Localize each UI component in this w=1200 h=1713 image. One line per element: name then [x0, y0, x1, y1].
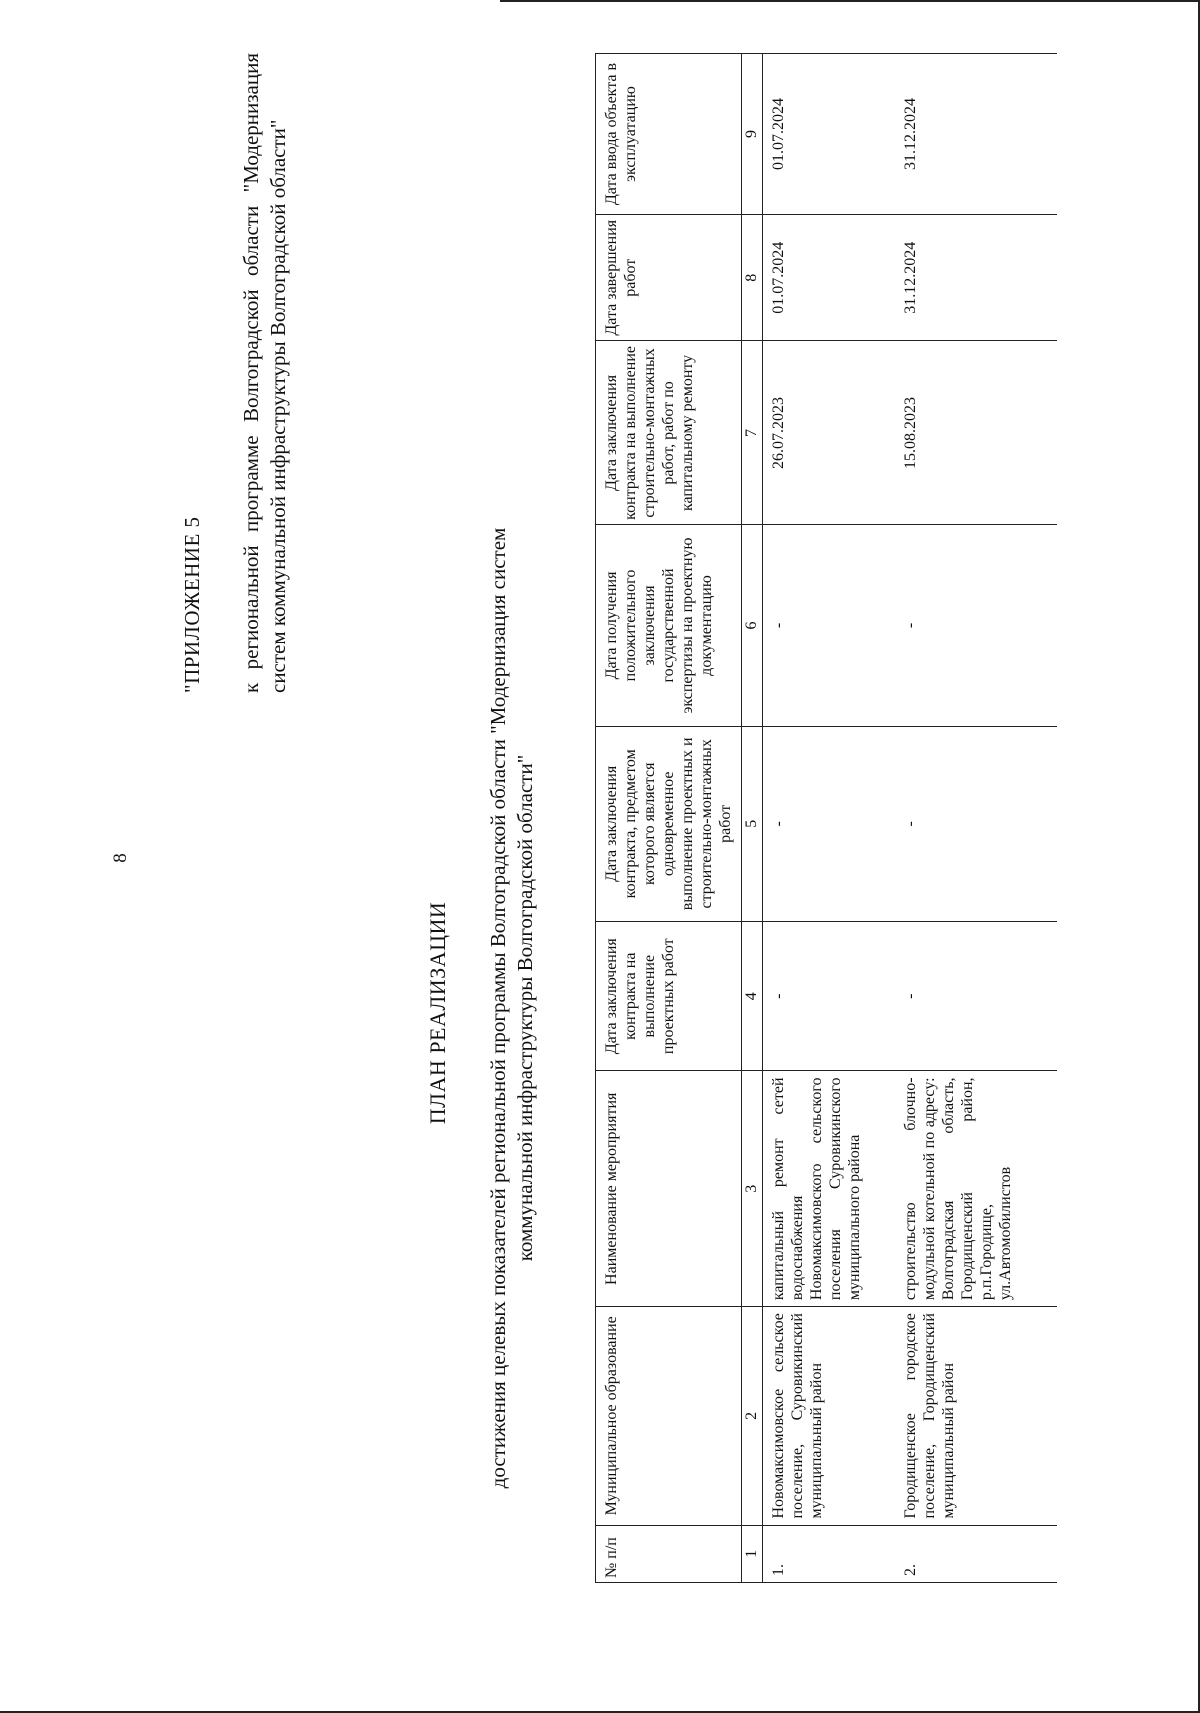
date-cell: 15.08.2023 — [895, 341, 1057, 525]
date-cell: 01.07.2024 — [763, 215, 896, 341]
column-number: 6 — [742, 525, 763, 726]
column-number: 7 — [742, 341, 763, 525]
date-cell: - — [763, 922, 896, 1071]
table-row — [895, 54, 1057, 1583]
date-cell: - — [895, 525, 1057, 726]
appendix-title: "ПРИЛОЖЕНИЕ 5 — [180, 516, 204, 693]
header-cell: Наименование мероприятия — [596, 1071, 742, 1307]
header-cell: Муниципальное образование — [596, 1307, 742, 1525]
date-cell: 01.07.2024 — [763, 54, 896, 215]
date-cell: - — [895, 922, 1057, 1071]
row-number: 2. — [895, 1525, 1057, 1582]
header-cell: Дата получения положительного заключения государственной экспертизы на проектную документацию — [596, 525, 742, 726]
date-cell: 31.12.2024 — [895, 215, 1057, 341]
measure-cell: строительство блочно-модульной котельной по адресу: Волгоградская область, Городищенский район, р.п.Городище, ул.Автомобилистов — [895, 1071, 1057, 1307]
header-cell: Дата заключения контракта на выполнение проектных работ — [596, 922, 742, 1071]
column-number: 5 — [742, 726, 763, 921]
column-number: 4 — [742, 922, 763, 1071]
plan-table — [595, 53, 1057, 1583]
column-number: 8 — [742, 215, 763, 341]
row-number: 1. — [763, 1525, 896, 1582]
table-row — [763, 54, 896, 1583]
page-number: 8 — [110, 853, 131, 863]
column-number: 2 — [742, 1307, 763, 1525]
plan-title: ПЛАН РЕАЛИЗАЦИИ — [425, 901, 450, 1125]
measure-cell: капитальный ремонт сетей водоснабжения Новомаксимовского сельского поселения Суровикинского муниципального района — [763, 1071, 896, 1307]
column-number: 3 — [742, 1071, 763, 1307]
header-cell: Дата заключения контракта на выполнение строительно-монтажных работ, работ по капитальному ремонту — [596, 341, 742, 525]
header-cell: Дата заключения контракта, предметом которого является одновременное выполнение проектных и строительно-монтажных работ — [596, 726, 742, 921]
column-number: 1 — [742, 1525, 763, 1582]
date-cell: - — [763, 726, 896, 921]
appendix-text: к региональной программе Волгоградской области "Модернизация систем коммунальной инфраструктуры Волгоградской области" — [239, 53, 290, 693]
column-number: 9 — [742, 54, 763, 215]
header-cell: Дата ввода объекта в эксплуатацию — [596, 54, 742, 215]
header-row — [596, 54, 742, 1583]
date-cell: 26.07.2023 — [763, 341, 896, 525]
municipality-cell: Городищенское городское поселение, Городищенский муниципальный район — [895, 1307, 1057, 1525]
header-cell: № п/п — [596, 1525, 742, 1582]
header-cell: Дата завершения работ — [596, 215, 742, 341]
date-cell: - — [895, 726, 1057, 921]
column-number-row — [742, 54, 763, 1583]
date-cell: 31.12.2024 — [895, 54, 1057, 215]
date-cell: - — [763, 525, 896, 726]
municipality-cell: Новомаксимовское сельское поселение, Суровикинский муниципальный район — [763, 1307, 896, 1525]
plan-subtitle: достижения целевых показателей региональной программы Волгоградской области "Модернизация систем коммунальной инфраструктуры Волгоградской области" — [486, 527, 537, 1489]
